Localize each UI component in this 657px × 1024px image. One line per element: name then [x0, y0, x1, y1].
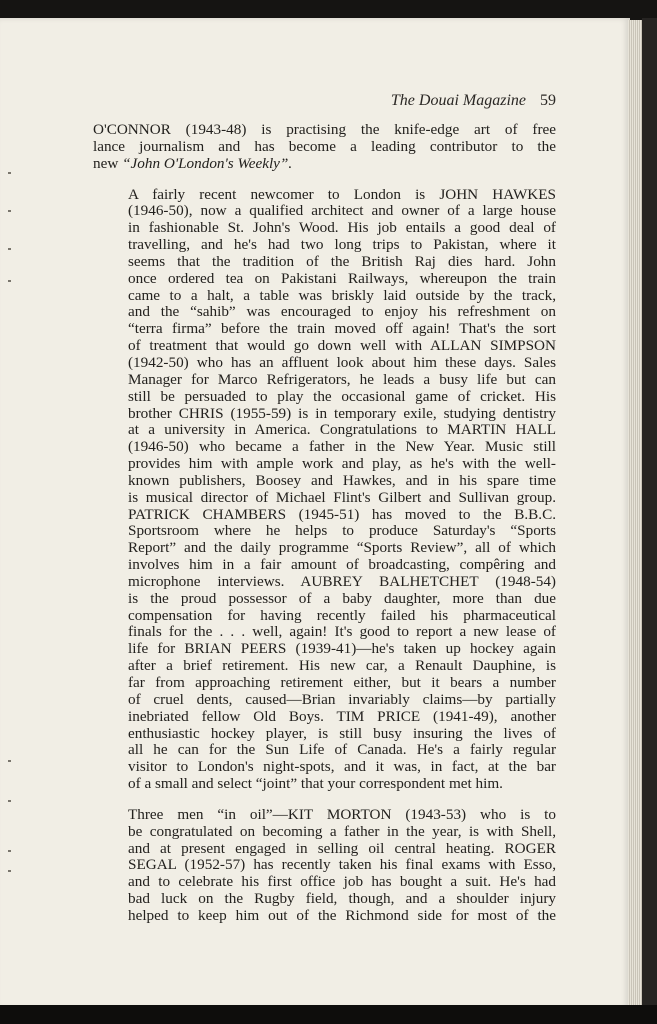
text-line: enthusiastic hockey player, is still busy insuring the lives of	[128, 724, 556, 742]
text-line: visitor to London's night-spots, and it was, in fact, at the bar	[128, 758, 556, 776]
text-line: compensation for having recently failed his pharmaceutical	[128, 606, 556, 624]
text-line: of a small and select “joint” that your correspondent met him.	[128, 775, 503, 793]
text-line: brother CHRIS (1955-59) is in temporary exile, studying dentistry	[128, 404, 556, 422]
text-line: of treatment that would go down well with ALLAN SIMPSON	[128, 337, 556, 355]
text-line: came to a halt, a table was briskly laid outside by the track,	[128, 286, 556, 304]
text-line: Manager for Marco Refrigerators, he leads a busy life but can	[128, 370, 556, 388]
gutter-marks	[8, 160, 18, 920]
text-line: known publishers, Boosey and Hawkes, and in his spare time	[128, 471, 556, 489]
text-line: is the proud possessor of a baby daughter, more than due	[128, 589, 556, 607]
text-line: provides him with ample work and play, as he's with the well-	[128, 455, 556, 473]
text-line: (1946-50), now a qualified architect and owner of a large house	[128, 202, 556, 220]
text-line: involves him in a fair amount of broadcasting, compêring and	[128, 556, 556, 574]
page-edges	[628, 20, 642, 1008]
text-line: far from approaching retirement either, but it bears a number	[128, 674, 556, 691]
text-line: and at present engaged in selling oil central heating. ROGER	[128, 839, 556, 857]
text-line: PATRICK CHAMBERS (1945-51) has moved to the B.B.C.	[128, 505, 556, 523]
text-line: bad luck on the Rugby field, though, and a shoulder injury	[128, 890, 556, 908]
article-body	[93, 122, 556, 925]
running-head	[360, 92, 556, 110]
text-line: (1942-50) who has an affluent look about him these days. Sales	[128, 353, 556, 371]
text-line: lance journalism and has become a leading contributor to the	[93, 137, 556, 155]
text-line: of cruel dents, caused—Brian invariably claims—by partially	[128, 690, 556, 708]
page-number: 59	[540, 92, 556, 109]
text-line: once ordered tea on Pakistani Railways, whereupon the train	[128, 269, 556, 287]
text-line: microphone interviews. AUBREY BALHETCHET (1948-54)	[128, 572, 556, 590]
text-line: Report” and the daily programme “Sports Review”, all of which	[128, 539, 556, 557]
text-line: be congratulated on becoming a father in the year, is with Shell,	[128, 822, 556, 840]
paragraph-2	[93, 187, 556, 793]
text-line: helped to keep him out of the Richmond side for most of the	[128, 906, 556, 924]
text-line: seems that the tradition of the British Raj dies hard. John	[128, 252, 556, 270]
text-line: after a brief retirement. His new car, a Renault Dauphine, is	[128, 657, 556, 675]
text-fragment: new	[93, 154, 123, 172]
text-line: SEGAL (1952-57) has recently taken his final exams with Esso,	[128, 856, 556, 874]
text-line: is musical director of Michael Flint's Gilbert and Sullivan group.	[128, 488, 556, 506]
book-binding	[642, 18, 657, 1010]
scan-background	[0, 1005, 657, 1024]
text-line: still be persuaded to play the occasional game of cricket. His	[128, 387, 556, 405]
text-line: travelling, and he's had two long trips to Pakistan, where it	[128, 236, 556, 254]
text-line: and the “sahib” was encouraged to enjoy his refreshment on	[128, 303, 556, 321]
text-line: finals for the . . . well, again! It's good to report a new lease of	[128, 623, 556, 641]
text-line: and to celebrate his first office job has bought a suit. He's had	[128, 873, 556, 891]
text-line: “terra firma” before the train moved off again! That's the sort	[128, 320, 556, 338]
text-line: at a university in America. Congratulations to MARTIN HALL	[128, 421, 556, 439]
paragraph-1	[93, 122, 556, 173]
paragraph-3	[93, 807, 556, 925]
publication-title: “John O'London's Weekly”.	[122, 154, 293, 172]
text-line: (1946-50) who became a father in the New Year. Music still	[128, 438, 556, 456]
text-line: O'CONNOR (1943-48) is practising the knife-edge art of free	[93, 121, 556, 138]
text-line: all he can for the Sun Life of Canada. He's a fairly regular	[128, 741, 556, 759]
text-line: life for BRIAN PEERS (1939-41)—he's taken up hockey again	[128, 640, 556, 658]
text-line: Sportsroom where he helps to produce Saturday's “Sports	[128, 522, 556, 540]
text-line: inebriated fellow Old Boys. TIM PRICE (1941-49), another	[128, 707, 556, 725]
text-line: in fashionable St. John's Wood. His job entails a good deal of	[128, 219, 556, 237]
magazine-title: The Douai Magazine	[390, 92, 526, 109]
text-line: Three men “in oil”—KIT MORTON (1943-53) who is to	[128, 805, 556, 823]
text-line: A fairly recent newcomer to London is JOHN HAWKES	[128, 185, 556, 203]
text-line	[93, 156, 556, 173]
